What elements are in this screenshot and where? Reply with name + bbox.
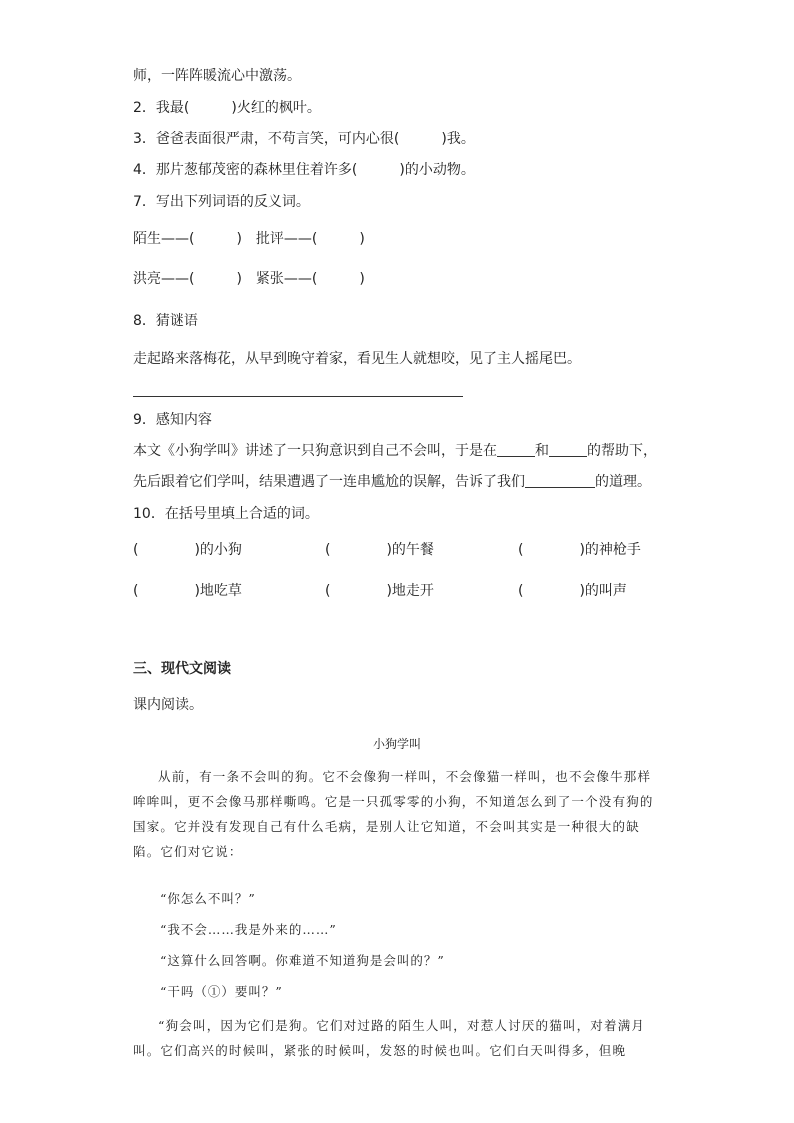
dialogue-line: “你怎么不叫？” xyxy=(160,891,256,906)
q10-cell: ( )的神枪手 xyxy=(518,542,641,558)
q10-cell: ( )的小狗 xyxy=(133,542,242,558)
q7-row-1: 陌生——( ) 批评——( ) xyxy=(133,231,365,247)
q8-riddle: 走起路来落梅花，从早到晚守着家，看见生人就想咬，见了主人摇尾巴。 xyxy=(133,351,581,367)
dialogue-line: “这算什么回答啊。你难道不知道狗是会叫的？” xyxy=(160,953,445,968)
q9-line-2 xyxy=(133,473,651,491)
q9-blank-3[interactable] xyxy=(525,473,595,488)
q8-title: 8．猜谜语 xyxy=(133,313,198,329)
section-heading: 三、现代文阅读 xyxy=(133,661,231,677)
q9-text: 本文《小狗学叫》讲述了一只狗意识到自己不会叫，于是在 xyxy=(133,443,497,459)
q6-item-3: 3．爸爸表面很严肃，不苟言笑，可内心很( )我。 xyxy=(133,131,475,147)
paragraph-text: 从前，有一条不会叫的狗。它不会像狗一样叫，不会像猫一样叫，也不会像牛那样哞哞叫，更不会像马那样嘶鸣。它是一只孤零零的小狗，不知道怎么到了一个没有狗的国家。它并没有发现自己有什么毛病，是别人让它知道，不会叫其实是一种很大的缺陷。它们对它说： xyxy=(133,769,654,859)
passage-title: 小狗学叫 xyxy=(372,737,421,751)
q9-text: 先后跟着它们学叫，结果遭遇了一连串尴尬的误解，告诉了我们 xyxy=(133,474,525,490)
q10-cell: ( )的叫声 xyxy=(518,583,627,599)
q10-cell: ( )地吃草 xyxy=(133,583,242,599)
q6-line0: 师，一阵阵暖流心中激荡。 xyxy=(133,68,301,84)
paragraph-text: “狗会叫，因为它们是狗。它们对过路的陌生人叫，对惹人讨厌的猫叫，对着满月叫。它们高兴的时候叫，紧张的时候叫，发怒的时候也叫。它们白天叫得多，但晚 xyxy=(133,1018,646,1058)
dialogue-line: “我不会……我是外来的……” xyxy=(160,922,337,937)
q9-text: 的帮助下， xyxy=(587,443,657,459)
q9-text: 的道理。 xyxy=(595,474,651,490)
q6-item-4: 4．那片葱郁茂密的森林里住着许多( )的小动物。 xyxy=(133,162,475,178)
dialogue-line: “干吗（①）要叫？” xyxy=(160,984,283,999)
q8-answer-line[interactable] xyxy=(133,396,463,397)
q7-row-2: 洪亮——( ) 紧张——( ) xyxy=(133,271,365,287)
q7-title: 7．写出下列词语的反义词。 xyxy=(133,194,310,210)
q9-line-1 xyxy=(133,442,657,460)
q9-title: 9．感知内容 xyxy=(133,412,212,428)
q6-item-2: 2．我最( )火红的枫叶。 xyxy=(133,100,321,116)
q9-blank-2[interactable] xyxy=(549,442,587,457)
passage-paragraph-1 xyxy=(133,764,655,864)
q10-title: 10．在括号里填上合适的词。 xyxy=(133,506,319,522)
passage-paragraph-2 xyxy=(133,1013,655,1063)
q9-blank-1[interactable] xyxy=(497,442,535,457)
section-subheading: 课内阅读。 xyxy=(133,697,203,713)
q9-text: 和 xyxy=(535,443,549,459)
q10-cell: ( )地走开 xyxy=(325,583,434,599)
q10-cell: ( )的午餐 xyxy=(325,542,434,558)
